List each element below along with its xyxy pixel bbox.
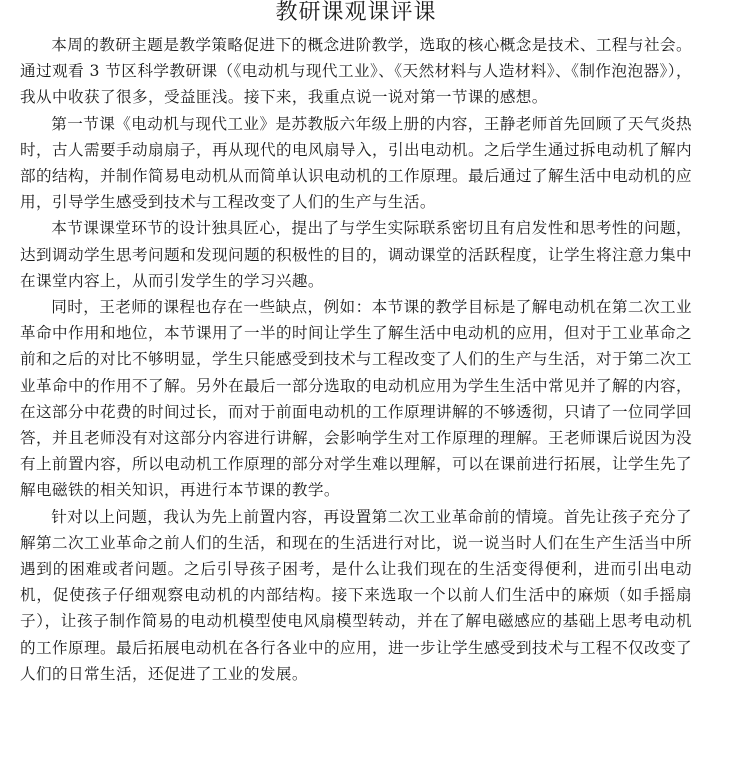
paragraph-lesson-summary: 第一节课《电动机与现代工业》是苏教版六年级上册的内容，王静老师首先回顾了天气炎热时，古人需要手动扇扇子，再从现代的电风扇导入，引出电动机。之后学生通过拆电动机了解内部的结构，并制作简易电动机从而简单认识电动机的工作原理。最后通过了解生活中电动机的应用，引导学生感受到技术与工程改变了人们的生产与生活。 xyxy=(20,114,692,212)
paragraph-weaknesses: 同时，王老师的课程也存在一些缺点，例如：本节课的教学目标是了解电动机在第二次工业革命中作用和地位，本节课用了一半的时间让学生了解生活中电动机的应用，但对于工业革命之前和之后的对比不够明显，学生只能感受到技术与工程改变了人们的生产与生活，对于第二次工业革命中的作用不了解。另外在最后一部分选取的电动机应用为学生生活中常见并了解的内容，在这部分中花费的时间过长，而对于前面电动机的工作原理讲解的不够透彻，只请了一位同学回答，并且老师没有对这部分内容进行讲解，会影响学生对工作原理的理解。王老师课后说因为没有上前置内容，所以电动机工作原理的部分对学生难以理解，可以在课前进行拓展，让学生先了解电磁铁的相关知识，再进行本节课的教学。 xyxy=(20,298,692,500)
paragraph-suggestions: 针对以上问题，我认为先上前置内容，再设置第二次工业革命前的情境。首先让孩子充分了解第二次工业革命之前人们的生活，和现在的生活进行对比，说一说当时人们在生产生活当中所遇到的困难或者问题。之后引导孩子困考，是什么让我们现在的生活变得便利，进而引出电动机，促使孩子仔细观察电动机的内部结构。接下来选取一个以前人们生活中的麻烦（如手摇扇子），让孩子制作简易的电动机模型使电风扇模型转动，并在了解电磁感应的基础上思考电动机的工作原理。最后拓展电动机在各行各业中的应用，进一步让学生感受到技术与工程不仅改变了人们的日常生活，还促进了工业的发展。 xyxy=(20,507,692,683)
paragraph-strengths: 本节课课堂环节的设计独具匠心，提出了与学生实际联系密切且有启发性和思考性的问题，达到调动学生思考问题和发现问题的积极性的目的，调动课堂的活跃程度，让学生将注意力集中在课堂内容上，从而引发学生的学习兴趣。 xyxy=(20,219,692,290)
page-title: 教研课观课评课 xyxy=(275,0,437,25)
paragraph-intro: 本周的教研主题是教学策略促进下的概念进阶教学，选取的核心概念是技术、工程与社会。通过观看 3 节区科学教研课（《电动机与现代工业》、《天然材料与人造材料》、《制作泡泡器》），我从中收获了很多，受益匪浅。接下来，我重点说一说对第一节课的感想。 xyxy=(20,36,692,107)
document-page xyxy=(20,0,692,687)
